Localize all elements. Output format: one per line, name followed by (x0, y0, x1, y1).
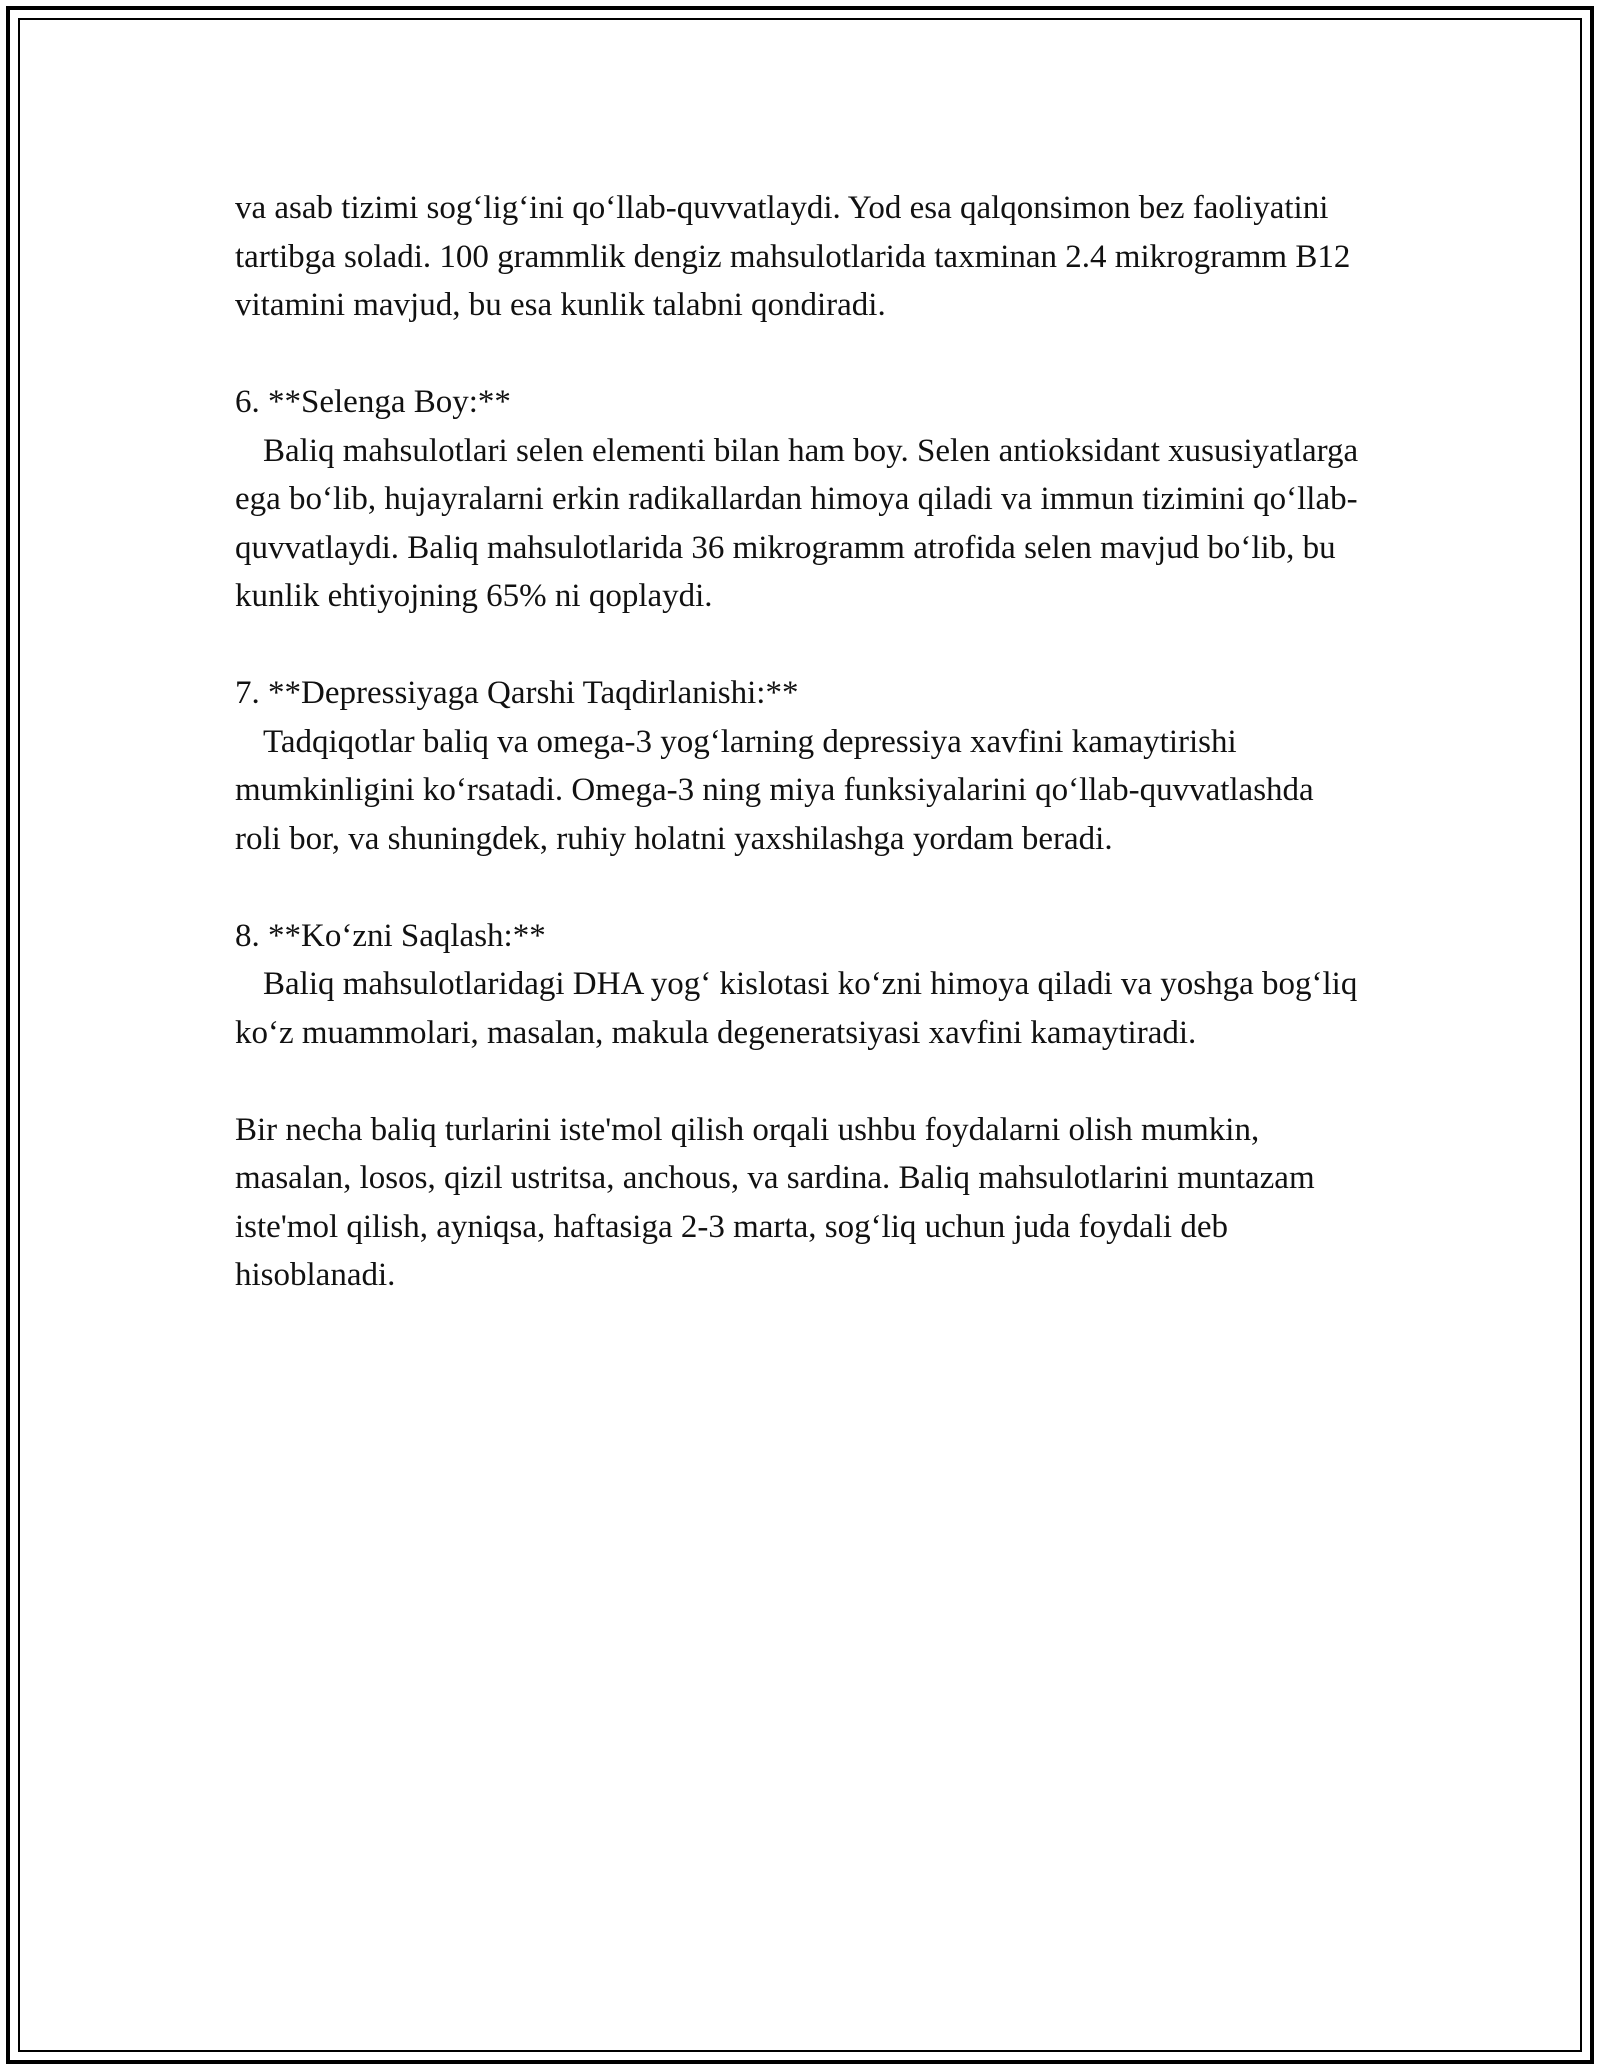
intro-paragraph: va asab tizimi sog‘lig‘ini qo‘llab-quvvatlaydi. Yod esa qalqonsimon bez faoliyatini tartibga soladi. 100 grammlik dengiz mahsulotlarida taxminan 2.4 mikrogramm B12 vitamini mavjud, bu esa kunlik talabni qondiradi. (235, 190, 1359, 323)
document-body (235, 184, 1395, 1300)
section-body-depression (235, 718, 1365, 864)
section-heading-eyes: 8. **Ko‘zni Saqlash:** (235, 917, 546, 954)
section-body-eyes (235, 960, 1385, 1057)
section-body-selenium-text: Baliq mahsulotlari selen elementi bilan ham boy. Selen antioksidant xususiyatlarga ega bo‘lib, hujayralarni erkin radikallardan himoya qiladi va immun tizimini qo‘llab-quvvatlaydi. Baliq mahsulotlarida 36 mikrogramm atrofida selen mavjud bo‘lib, bu kunlik ehtiyojning 65% ni qoplaydi. (235, 432, 1367, 614)
section-heading-depression: 7. **Depressiyaga Qarshi Taqdirlanishi:** (235, 675, 799, 711)
section-heading-selenium: 6. **Selenga Boy:** (235, 384, 511, 420)
section-body-eyes-text: Baliq mahsulotlaridagi DHA yog‘ kislotasi ko‘zni himoya qiladi va yoshga bog‘liq ko‘z muammolari, masalan, makula degeneratsiyasi xavfini kamaytiradi. (235, 966, 1366, 1051)
closing-paragraph: Bir necha baliq turlarini iste'mol qilish orqali ushbu foydalarni olish mumkin, masalan, losos, qizil ustritsa, anchous, va sardina. Baliq mahsulotlarini muntazam iste'mol qilish, ayniqsa, haftasiga 2-3 marta, sog‘liq uchun juda foydali deb hisoblanadi. (235, 1111, 1323, 1293)
section-body-depression-text: Tadqiqotlar baliq va omega-3 yog‘larning depressiya xavfini kamaytirishi mumkinligini ko‘rsatadi. Omega-3 ning miya funksiyalarini qo‘llab-quvvatlashda roli bor, va shuningdek, ruhiy holatni yaxshilashga yordam beradi. (235, 723, 1322, 857)
section-body-selenium (235, 427, 1365, 621)
